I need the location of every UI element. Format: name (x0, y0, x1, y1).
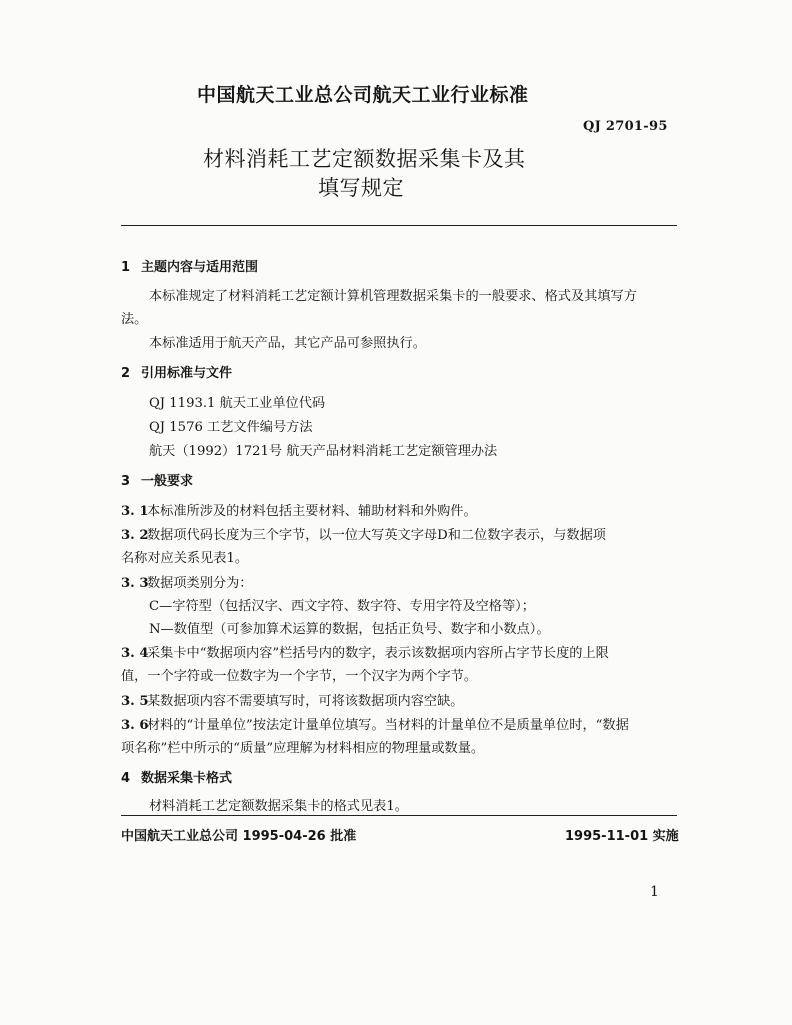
reference-item: 航天（1992）1721号 航天产品材料消耗工艺定额管理办法 (149, 444, 498, 459)
page-number: 1 (650, 884, 659, 900)
clause-number: 3. 5 (121, 694, 149, 709)
document-title-line1: 材料消耗工艺定额数据采集卡及其 (203, 147, 526, 171)
clause-number: 3. 6 (121, 718, 149, 733)
section-number: 3 (121, 474, 131, 489)
section-number: 4 (121, 771, 131, 786)
clause-3-6-continuation: 项名称”栏中所示的“质量”应理解为材料相应的物理量或数量。 (121, 741, 485, 756)
section-title: 主题内容与适用范围 (141, 260, 259, 275)
section-1-heading (121, 256, 258, 275)
data-type-numeric: N—数值型（可参加算术运算的数据，包括正负号、数字和小数点）。 (149, 622, 550, 637)
header-divider (121, 225, 677, 226)
document-title-line2: 填写规定 (318, 176, 404, 200)
clause-3-2-continuation: 名称对应关系见表1。 (121, 551, 249, 566)
clause-text: 材料的“计量单位”按法定计量单位填写。当材料的计量单位不是质量单位时，“数据 (147, 718, 629, 733)
section-title: 引用标准与文件 (141, 366, 233, 381)
section-3-heading (121, 470, 193, 489)
clause-3-2 (121, 524, 606, 543)
section-1-paragraph-2: 本标准适用于航天产品，其它产品可参照执行。 (149, 336, 426, 351)
clause-number: 3. 4 (121, 646, 149, 661)
clause-3-6 (121, 714, 629, 733)
clause-3-5 (121, 690, 464, 709)
reference-item: QJ 1576 工艺文件编号方法 (149, 420, 313, 435)
clause-text: 采集卡中“数据项内容”栏括号内的数字，表示该数据项内容所占字节长度的上限 (147, 646, 609, 661)
reference-item: QJ 1193.1 航天工业单位代码 (149, 396, 326, 411)
section-4-heading (121, 767, 232, 786)
section-1-paragraph-1-line-2: 法。 (121, 312, 148, 327)
clause-text: 某数据项内容不需要填写时，可将该数据项内容空缺。 (147, 694, 464, 709)
footer-divider (121, 815, 677, 816)
organization-standard-heading: 中国航天工业总公司航天工业行业标准 (197, 84, 529, 106)
clause-3-3 (121, 572, 253, 591)
data-type-character: C—字符型（包括汉字、西文字符、数字符、专用字符及空格等）； (149, 599, 535, 614)
clause-number: 3. 3 (121, 576, 149, 591)
approval-statement: 中国航天工业总公司 1995-04-26 批准 (121, 829, 357, 844)
clause-number: 3. 2 (121, 528, 149, 543)
section-number: 1 (121, 260, 131, 275)
clause-3-4 (121, 642, 609, 661)
clause-3-4-continuation: 值，一个字符或一位数字为一个字节，一个汉字为两个字节。 (121, 669, 478, 684)
clause-3-1 (121, 500, 477, 519)
standard-number: QJ 2701-95 (583, 119, 668, 134)
clause-text: 数据项类别分为： (147, 576, 253, 591)
section-number: 2 (121, 366, 131, 381)
section-1-paragraph-1-line-1: 本标准规定了材料消耗工艺定额计算机管理数据采集卡的一般要求、格式及其填写方 (149, 289, 637, 304)
clause-text: 数据项代码长度为三个字节，以一位大写英文字母D和二位数字表示，与数据项 (147, 528, 606, 543)
section-2-heading (121, 362, 232, 381)
section-4-paragraph: 材料消耗工艺定额数据采集卡的格式见表1。 (149, 799, 408, 814)
implementation-date: 1995-11-01 实施 (565, 829, 679, 844)
clause-text: 本标准所涉及的材料包括主要材料、辅助材料和外购件。 (147, 504, 477, 519)
section-title: 一般要求 (141, 474, 194, 489)
section-title: 数据采集卡格式 (141, 771, 233, 786)
clause-number: 3. 1 (121, 504, 149, 519)
